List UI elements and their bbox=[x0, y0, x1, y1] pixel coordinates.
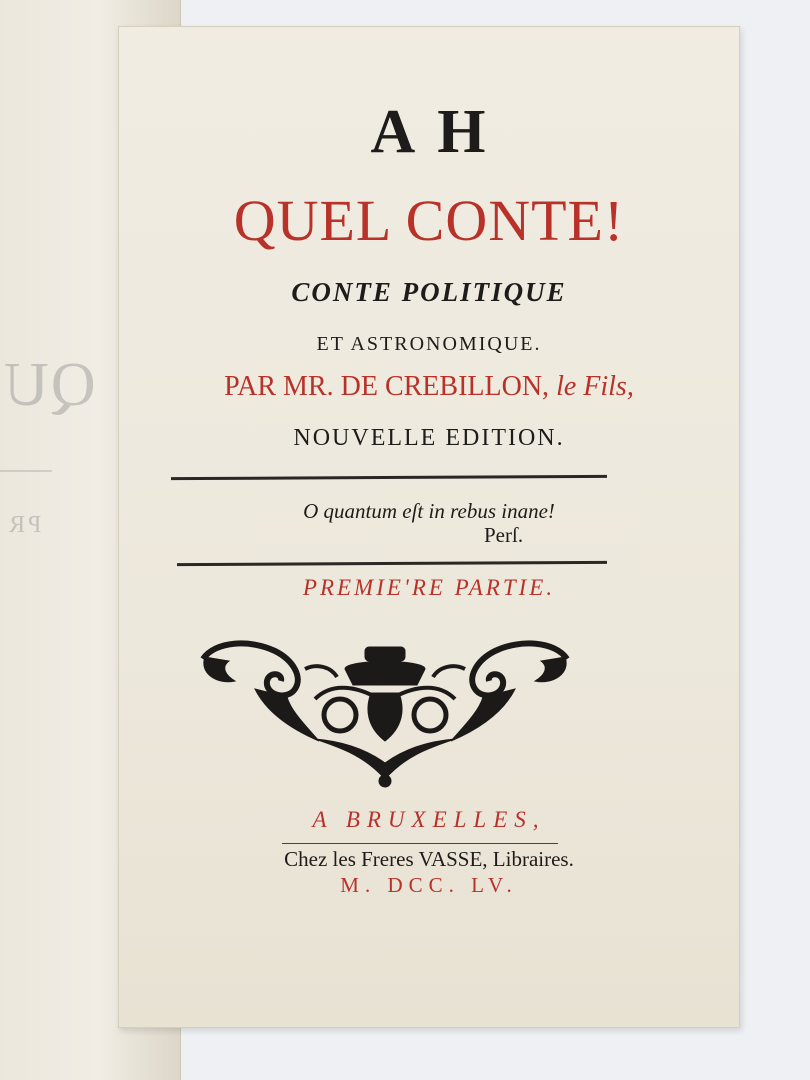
show-through-rule bbox=[0, 470, 52, 472]
imprint-rule bbox=[282, 843, 558, 844]
imprint-place: A BRUXELLES, bbox=[312, 807, 546, 832]
title-page bbox=[118, 26, 740, 1028]
upper-rule bbox=[171, 475, 607, 480]
author-suffix: le Fils, bbox=[556, 371, 634, 402]
edition-line: NOUVELLE EDITION. bbox=[293, 425, 565, 451]
author-name: PAR MR. DE CREBILLON, bbox=[224, 371, 557, 402]
subtitle-astronomique: ET ASTRONOMIQUE. bbox=[316, 333, 542, 355]
show-through-text-small: PR bbox=[6, 512, 42, 538]
lower-rule bbox=[177, 561, 607, 566]
title-line-ah: AH bbox=[370, 98, 508, 166]
imprint-date: M. DCC. LV. bbox=[340, 873, 518, 897]
title-line-quel-conte: QUEL CONTE! bbox=[233, 188, 625, 253]
subtitle-conte-politique: CONTE POLITIQUE bbox=[291, 277, 567, 307]
imprint-publisher: Chez les Freres VASSE, Libraires. bbox=[284, 847, 574, 871]
part-heading: PREMIE'RE PARTIE. bbox=[302, 575, 556, 600]
show-through-text-large: QU bbox=[2, 351, 96, 419]
motto-source: Perſ. bbox=[484, 523, 524, 547]
printers-ornament bbox=[195, 629, 575, 789]
motto: O quantum eſt in rebus inane! bbox=[303, 499, 555, 523]
author-line bbox=[119, 371, 739, 403]
